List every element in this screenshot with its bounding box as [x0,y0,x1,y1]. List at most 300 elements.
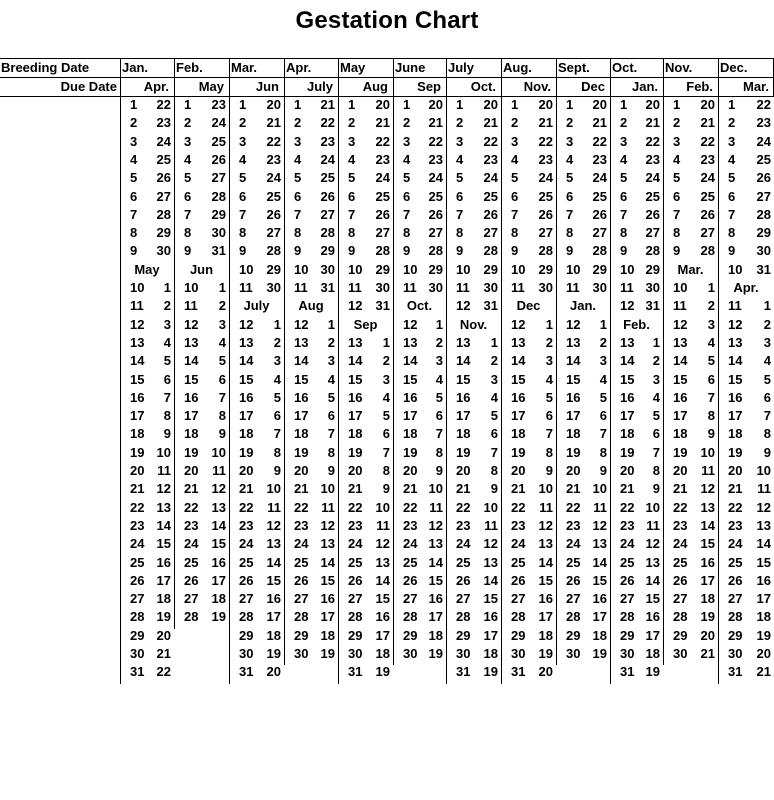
breeding-day-cell: 24 [566,536,581,552]
breeding-day-cell: 5 [348,170,356,186]
breeding-day-cell: 24 [239,536,254,552]
due-day-cell: 26 [211,151,226,167]
breeding-day-cell: 28 [728,609,743,625]
due-day-cell: 22 [266,133,281,149]
breeding-day-cell: 20 [294,463,309,478]
due-day-cell: 7 [382,444,390,460]
breeding-day-cell: 26 [620,572,635,588]
due-day-cell: 9 [545,463,553,478]
due-day-cell: 18 [320,627,335,643]
due-day-cell: 9 [382,481,390,497]
breeding-day-cell: 21 [620,481,635,497]
breeding-day-cell: 26 [673,572,688,588]
breeding-day-cell: 23 [456,517,471,533]
due-day-cell: 3 [382,371,390,387]
breeding-day-cell: 8 [456,225,464,241]
due-day-cell: 24 [756,133,771,149]
due-day-cell: 8 [763,426,771,442]
due-day-cell: 31 [756,261,771,277]
due-day-cell: 6 [163,371,171,387]
breeding-day-cell: 13 [673,334,688,350]
breeding-day-cell: 5 [239,170,247,186]
due-day-cell: 22 [156,664,171,680]
due-day-cell: 17 [538,609,553,625]
breeding-day-cell: 30 [239,646,254,661]
due-day-cell: 4 [545,371,553,387]
breeding-day-cell: 18 [403,426,418,442]
breeding-day-cell: 6 [566,188,574,204]
due-day-cell: 16 [538,591,553,607]
due-day-cell: 16 [700,554,715,570]
due-day-cell: 4 [490,389,498,405]
breeding-day-cell: 17 [620,408,635,424]
due-day-cell: 1 [382,334,390,350]
breeding-day-cell: 18 [511,426,526,442]
due-day-cell: 17 [592,609,607,625]
due-day-cell: 10 [538,481,553,497]
breeding-day-cell: 18 [348,426,363,442]
due-day-cell: 18 [211,591,226,607]
due-day-cell: 11 [429,499,443,515]
due-day-cell: 21 [375,115,390,131]
due-day-cell: 23 [375,151,390,167]
breeding-day-cell: 19 [348,444,363,460]
due-day-cell: 11 [376,517,390,533]
due-day-cell: 18 [156,591,171,607]
due-day-cell: 2 [218,298,226,314]
breeding-day-cell: 14 [239,353,254,369]
breeding-day-cell: 27 [239,591,254,607]
breeding-day-cell: 21 [728,481,743,497]
column-divider [446,58,447,684]
due-day-cell: 12 [211,481,226,497]
due-day-cell: 6 [382,426,390,442]
breeding-day-cell: 28 [620,609,635,625]
breeding-day-cell: 28 [673,609,688,625]
due-day-cell: 20 [483,97,498,112]
due-day-cell: 11 [212,463,226,478]
breeding-day-cell: 10 [728,261,743,277]
due-day-cell: 16 [320,591,335,607]
breeding-day-cell: 12 [673,316,688,332]
breeding-day-cell: 29 [348,627,363,643]
due-day-cell: 6 [435,408,443,424]
due-day-cell: 29 [266,261,281,277]
breeding-day-cell: 16 [456,389,471,405]
due-day-cell: 15 [156,536,171,552]
due-day-cell: 12 [538,517,553,533]
due-day-cell: 8 [382,463,390,478]
month-change-label: Oct. [406,298,433,314]
breeding-day-cell: 21 [184,481,199,497]
due-day-cell: 8 [163,408,171,424]
breeding-day-cell: 19 [566,444,581,460]
due-month-header: May [198,79,224,94]
due-day-cell: 31 [320,280,335,295]
due-day-cell: 15 [211,536,226,552]
due-day-cell: 1 [763,298,771,314]
breeding-day-cell: 10 [403,261,418,277]
due-day-cell: 22 [756,97,771,112]
due-day-cell: 14 [266,554,281,570]
table-top-rule [0,58,774,59]
breeding-day-cell: 7 [456,206,464,222]
due-day-cell: 27 [266,225,281,241]
due-day-cell: 4 [382,389,390,405]
breeding-day-cell: 1 [184,97,192,112]
due-day-cell: 25 [538,188,553,204]
due-day-cell: 30 [320,261,335,277]
due-day-cell: 23 [756,115,771,131]
breeding-day-cell: 1 [130,97,138,112]
breeding-day-cell: 28 [456,609,471,625]
breeding-day-cell: 6 [456,188,464,204]
due-day-cell: 21 [756,664,771,680]
due-day-cell: 13 [645,554,660,570]
breeding-day-cell: 12 [403,316,418,332]
due-day-cell: 1 [273,316,281,332]
due-day-cell: 7 [273,426,281,442]
breeding-day-cell: 11 [511,280,525,295]
breeding-day-cell: 3 [130,133,138,149]
breeding-day-cell: 1 [620,97,628,112]
breeding-day-cell: 26 [403,572,418,588]
month-change-label: Mar. [677,261,704,277]
due-day-cell: 17 [375,627,390,643]
due-day-cell: 2 [707,298,715,314]
breeding-day-cell: 26 [184,572,199,588]
due-day-cell: 16 [645,609,660,625]
due-day-cell: 6 [327,408,335,424]
breeding-day-cell: 23 [511,517,526,533]
breeding-day-cell: 5 [673,170,681,186]
due-day-cell: 21 [538,115,553,131]
due-day-cell: 16 [211,554,226,570]
breeding-day-cell: 7 [239,206,247,222]
due-day-cell: 28 [211,188,226,204]
due-day-cell: 25 [483,188,498,204]
breeding-day-cell: 23 [130,517,145,533]
breeding-day-cell: 26 [456,572,471,588]
due-day-cell: 20 [156,627,171,643]
breeding-day-cell: 27 [511,591,526,607]
due-month-header: Jun [255,79,279,94]
breeding-day-cell: 8 [239,225,247,241]
breeding-day-cell: 17 [673,408,688,424]
breeding-day-cell: 16 [620,389,635,405]
breeding-day-cell: 21 [239,481,254,497]
breeding-day-cell: 9 [130,243,138,259]
breeding-day-cell: 15 [348,371,363,387]
breeding-day-cell: 13 [130,334,145,350]
breeding-day-cell: 25 [184,554,199,570]
due-day-cell: 22 [645,133,660,149]
breeding-day-cell: 2 [130,115,138,131]
due-day-cell: 26 [645,206,660,222]
due-day-cell: 17 [756,591,771,607]
due-day-cell: 16 [375,609,390,625]
due-day-cell: 4 [218,334,226,350]
due-day-cell: 22 [156,97,171,112]
breeding-day-cell: 22 [130,499,145,515]
breeding-day-cell: 25 [456,554,471,570]
breeding-day-cell: 13 [403,334,418,350]
due-date-label: Due Date [60,79,117,94]
due-day-cell: 18 [645,646,660,661]
breeding-day-cell: 14 [620,353,635,369]
month-change-label: Dec [516,298,541,314]
due-day-cell: 7 [490,444,498,460]
column-divider [501,58,502,684]
breeding-day-cell: 19 [130,444,145,460]
breeding-day-cell: 3 [566,133,574,149]
breeding-day-cell: 13 [348,334,363,350]
due-day-cell: 29 [375,261,390,277]
due-day-cell: 25 [428,188,443,204]
due-day-cell: 15 [700,536,715,552]
breeding-day-cell: 14 [511,353,526,369]
breeding-day-cell: 23 [239,517,254,533]
breeding-day-cell: 8 [728,225,736,241]
due-day-cell: 3 [707,316,715,332]
breeding-day-cell: 22 [511,499,526,515]
due-day-cell: 10 [756,463,771,478]
breeding-day-cell: 3 [239,133,247,149]
breeding-day-cell: 8 [348,225,356,241]
due-day-cell: 22 [592,133,607,149]
due-day-cell: 23 [266,151,281,167]
breeding-day-cell: 22 [620,499,635,515]
due-day-cell: 7 [163,389,171,405]
breeding-day-cell: 16 [348,389,363,405]
due-day-cell: 1 [435,316,443,332]
due-day-cell: 13 [211,499,226,515]
due-day-cell: 8 [218,408,226,424]
breeding-day-cell: 19 [403,444,418,460]
breeding-day-cell: 2 [511,115,519,131]
due-day-cell: 20 [538,97,553,112]
due-day-cell: 1 [599,316,607,332]
breeding-day-cell: 14 [348,353,363,369]
due-day-cell: 12 [756,499,771,515]
due-day-cell: 9 [763,444,771,460]
breeding-day-cell: 7 [294,206,302,222]
breeding-day-cell: 15 [403,371,418,387]
breeding-day-cell: 22 [184,499,199,515]
due-day-cell: 20 [428,97,443,112]
due-day-cell: 4 [327,371,335,387]
breeding-day-cell: 21 [456,481,471,497]
breeding-day-cell: 11 [294,280,308,295]
due-day-cell: 22 [483,133,498,149]
due-day-cell: 5 [707,353,715,369]
due-day-cell: 10 [483,499,498,515]
due-day-cell: 9 [273,463,281,478]
due-day-cell: 6 [763,389,771,405]
due-day-cell: 14 [483,572,498,588]
breeding-day-cell: 11 [620,280,634,295]
due-day-cell: 11 [267,499,281,515]
due-day-cell: 25 [645,188,660,204]
breeding-day-cell: 24 [184,536,199,552]
due-day-cell: 20 [266,97,281,112]
breeding-day-cell: 2 [728,115,736,131]
breeding-day-cell: 23 [403,517,418,533]
month-change-label: Aug [298,298,324,314]
due-day-cell: 27 [156,188,171,204]
breeding-day-cell: 13 [728,334,743,350]
due-day-cell: 2 [327,334,335,350]
breeding-day-cell: 27 [728,591,743,607]
due-day-cell: 31 [211,243,226,259]
breeding-day-cell: 20 [130,463,145,478]
due-day-cell: 4 [273,371,281,387]
breeding-day-cell: 18 [566,426,581,442]
breeding-day-cell: 30 [673,646,688,661]
due-day-cell: 17 [320,609,335,625]
breeding-day-cell: 6 [294,188,302,204]
breeding-day-cell: 5 [403,170,411,186]
due-day-cell: 3 [763,334,771,350]
due-day-cell: 15 [592,572,607,588]
due-day-cell: 10 [266,481,281,497]
breeding-day-cell: 9 [456,243,464,259]
breeding-day-cell: 29 [403,627,418,643]
breeding-day-cell: 17 [456,408,471,424]
breeding-day-cell: 27 [673,591,688,607]
due-day-cell: 19 [538,646,553,661]
breeding-day-cell: 10 [348,261,363,277]
due-day-cell: 5 [382,408,390,424]
breeding-day-cell: 29 [239,627,254,643]
breeding-day-cell: 25 [130,554,145,570]
due-day-cell: 5 [763,371,771,387]
due-day-cell: 14 [592,554,607,570]
due-day-cell: 14 [756,536,771,552]
due-day-cell: 20 [645,97,660,112]
due-day-cell: 5 [273,389,281,405]
due-day-cell: 15 [266,572,281,588]
due-day-cell: 3 [490,371,498,387]
due-day-cell: 10 [156,444,171,460]
due-day-cell: 29 [211,206,226,222]
breeding-day-cell: 15 [294,371,309,387]
due-day-cell: 9 [327,463,335,478]
breeding-day-cell: 3 [728,133,736,149]
due-day-cell: 25 [211,133,226,149]
due-day-cell: 26 [538,206,553,222]
due-day-cell: 2 [382,353,390,369]
breeding-day-cell: 7 [728,206,736,222]
due-day-cell: 28 [538,243,553,259]
due-day-cell: 22 [320,115,335,131]
due-day-cell: 24 [645,170,660,186]
due-day-cell: 28 [700,243,715,259]
breeding-day-cell: 25 [294,554,309,570]
due-day-cell: 12 [375,536,390,552]
breeding-day-cell: 29 [566,627,581,643]
due-day-cell: 14 [375,572,390,588]
month-change-label: Jan. [569,298,596,314]
breeding-day-cell: 2 [403,115,411,131]
due-day-cell: 13 [375,554,390,570]
due-day-cell: 2 [163,298,171,314]
due-day-cell: 13 [483,554,498,570]
breeding-day-cell: 4 [294,151,302,167]
breeding-day-cell: 14 [294,353,309,369]
due-day-cell: 8 [652,463,660,478]
breeding-day-cell: 10 [184,280,199,295]
due-day-cell: 26 [756,170,771,186]
breeding-day-cell: 13 [566,334,581,350]
breeding-day-cell: 26 [348,572,363,588]
breeding-day-cell: 1 [403,97,411,112]
due-day-cell: 11 [484,517,498,533]
breeding-day-cell: 28 [348,609,363,625]
breeding-day-cell: 13 [184,334,199,350]
due-day-cell: 21 [156,646,171,661]
breeding-day-cell: 9 [673,243,681,259]
due-day-cell: 27 [645,225,660,241]
breeding-day-cell: 3 [511,133,519,149]
breeding-day-cell: 10 [130,280,145,295]
breeding-month-header: Aug. [503,60,532,75]
breeding-day-cell: 20 [456,463,471,478]
due-day-cell: 25 [156,151,171,167]
breeding-day-cell: 29 [673,627,688,643]
breeding-day-cell: 24 [348,536,363,552]
due-month-header: Apr. [143,79,169,94]
breeding-day-cell: 13 [239,334,254,350]
breeding-day-cell: 22 [673,499,688,515]
breeding-day-cell: 15 [511,371,526,387]
breeding-day-cell: 22 [456,499,471,515]
breeding-day-cell: 6 [239,188,247,204]
breeding-day-cell: 15 [456,371,471,387]
breeding-day-cell: 11 [566,280,580,295]
due-day-cell: 26 [483,206,498,222]
breeding-day-cell: 23 [728,517,743,533]
due-day-cell: 7 [599,426,607,442]
breeding-day-cell: 16 [728,389,743,405]
due-day-cell: 15 [320,572,335,588]
breeding-day-cell: 18 [130,426,145,442]
due-day-cell: 28 [320,225,335,241]
due-day-cell: 31 [483,298,498,314]
due-day-cell: 29 [756,225,771,241]
breeding-day-cell: 7 [130,206,138,222]
breeding-day-cell: 11 [348,280,362,295]
breeding-day-cell: 27 [348,591,363,607]
due-day-cell: 28 [428,243,443,259]
due-day-cell: 4 [599,371,607,387]
due-day-cell: 10 [375,499,390,515]
breeding-day-cell: 17 [348,408,363,424]
due-day-cell: 23 [483,151,498,167]
breeding-day-cell: 4 [511,151,519,167]
breeding-month-header: Sept. [558,60,590,75]
due-day-cell: 30 [211,225,226,241]
due-day-cell: 25 [756,151,771,167]
breeding-day-cell: 25 [620,554,635,570]
due-day-cell: 18 [266,627,281,643]
breeding-day-cell: 1 [511,97,519,112]
due-day-cell: 5 [490,408,498,424]
due-day-cell: 17 [483,627,498,643]
breeding-day-cell: 11 [130,298,144,314]
due-month-header: Mar. [742,79,769,94]
breeding-day-cell: 12 [620,298,635,314]
